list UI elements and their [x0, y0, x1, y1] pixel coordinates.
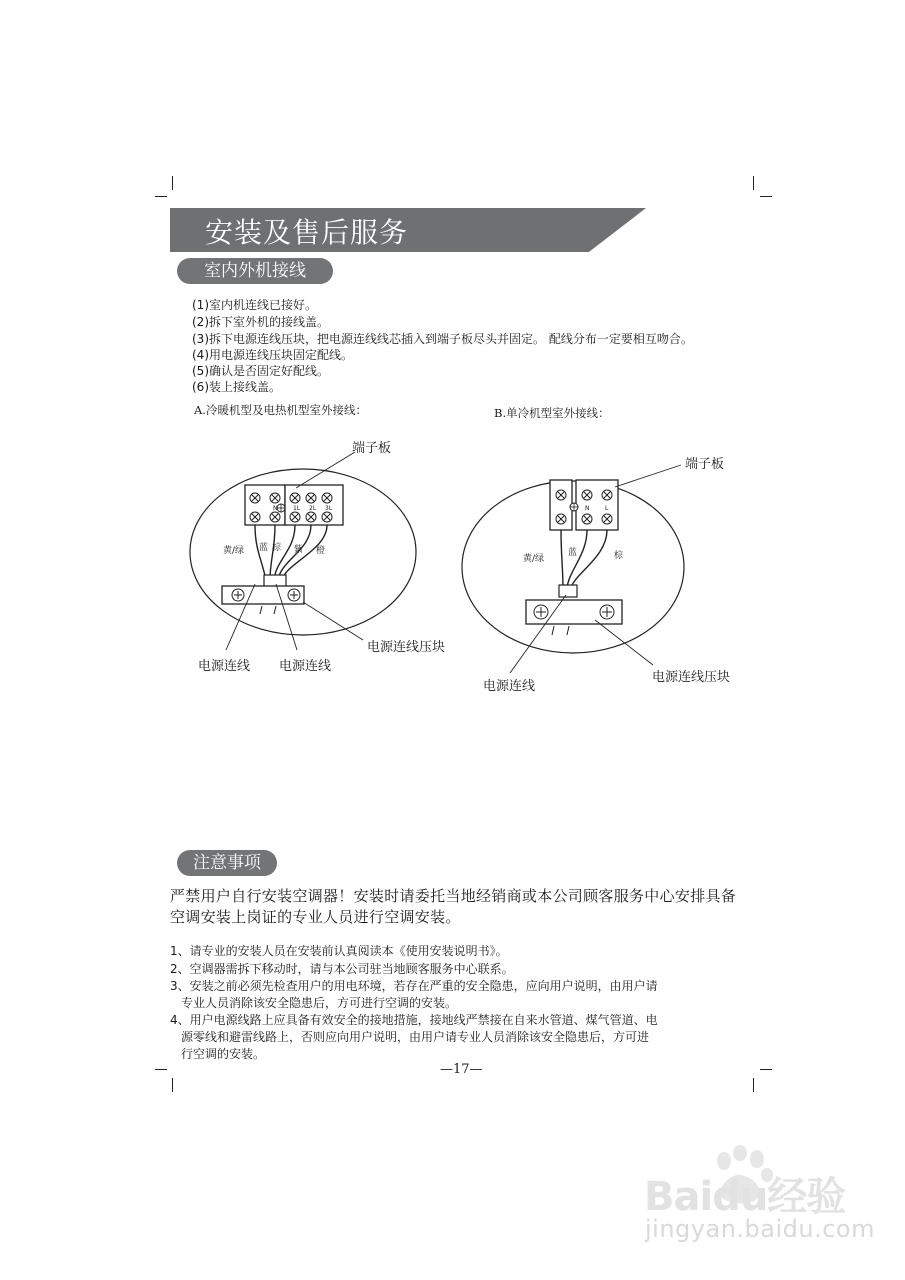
page-title: 安装及售后服务 [205, 216, 409, 249]
notes-lead-line-1: 严禁用户自行安装空调器！安装时请委托当地经销商或本公司顾客服务中心安排具备 [170, 887, 737, 905]
terminal-mark-1l-a: 1L [293, 505, 301, 512]
wire-brown-label-b: 棕 [614, 551, 624, 561]
step-1: (1)室内机连线已接好。 [192, 298, 317, 312]
power-line-label-b: 电源连线 [483, 679, 536, 694]
note-item-4: 4、用户电源线路上应具备有效安全的接地措施，接地线严禁接在自来水管道、煤气管道、电 [170, 1013, 658, 1027]
watermark-url: jingyan.baidu.com [645, 1215, 875, 1243]
step-2: (2)拆下室外机的接线盖。 [192, 315, 329, 329]
crop-mark [760, 196, 772, 197]
clamp-label-a: 电源连线压块 [367, 640, 446, 655]
crop-mark [172, 1078, 173, 1092]
wire-blue-label-a: 蓝 [259, 543, 269, 553]
terminal-mark-n-a: N [273, 505, 278, 512]
power-line-label-a1: 电源连线 [198, 659, 251, 674]
crop-mark [155, 1069, 167, 1070]
crop-mark [753, 1078, 754, 1092]
note-item-3-cont: 专业人员消除该安全隐患后，方可进行空调的安装。 [181, 996, 458, 1010]
crop-mark [753, 176, 754, 190]
step-5: (5)确认是否固定好配线。 [192, 364, 329, 378]
section-label-notes: 注意事项 [177, 850, 277, 876]
notes-lead-line-2: 空调安装上岗证的专业人员进行空调安装。 [170, 908, 461, 926]
crop-mark [172, 176, 173, 190]
crop-mark [760, 1069, 772, 1070]
diagram-b-caption: B.单冷机型室外接线： [494, 406, 610, 420]
terminal-board-label-b: 端子板 [685, 457, 725, 472]
page-number: —17— [440, 1062, 483, 1077]
note-item-3: 3、安装之前必须先检查用户的用电环境，若存在严重的安全隐患，应向用户说明，由用户请 [170, 979, 658, 993]
wire-yellow-green-label-b: 黄/绿 [523, 554, 545, 564]
wiring-diagram-b [455, 445, 745, 695]
crop-mark [155, 196, 167, 197]
terminal-mark-2l-a: 2L [309, 505, 317, 512]
wire-orange-label-a: 橙 [316, 546, 326, 556]
note-item-4-cont-2: 行空调的安装。 [181, 1047, 266, 1061]
diagram-a-caption: A.冷暖机型及电热机型室外接线： [194, 403, 367, 417]
note-item-1: 1、请专业的安装人员在安装前认真阅读本《使用安装说明书》。 [170, 944, 508, 958]
wire-brown-label-a: 棕 [272, 543, 282, 553]
step-6: (6)装上接线盖。 [192, 380, 281, 394]
step-3: (3)拆下电源连线压块，把电源连线线芯插入到端子板尽头并固定。 配线分布一定要相互吻合。 [192, 332, 693, 346]
power-line-label-a2: 电源连线 [279, 659, 332, 674]
terminal-mark-l-b: L [605, 505, 609, 512]
section-label-wiring: 室内外机接线 [177, 258, 333, 284]
clamp-label-b: 电源连线压块 [652, 670, 731, 685]
terminal-mark-3l-a: 3L [325, 505, 333, 512]
wire-blue-label-b: 蓝 [568, 548, 578, 558]
note-item-2: 2、空调器需拆下移动时，请与本公司驻当地顾客服务中心联系。 [170, 962, 514, 976]
wire-yellow-green-label-a: 黄/绿 [223, 546, 245, 556]
step-4: (4)用电源连线压块固定配线。 [192, 348, 353, 362]
wire-purple-label-a: 紫 [294, 545, 304, 555]
note-item-4-cont-1: 源零线和避雷线路上，否则应向用户说明，由用户请专业人员消除该安全隐患后，方可进 [181, 1030, 650, 1044]
terminal-mark-n-b: N [585, 505, 590, 512]
terminal-board-label-a: 端子板 [352, 441, 392, 456]
watermark-brand: Baidu经验 [644, 1174, 846, 1220]
